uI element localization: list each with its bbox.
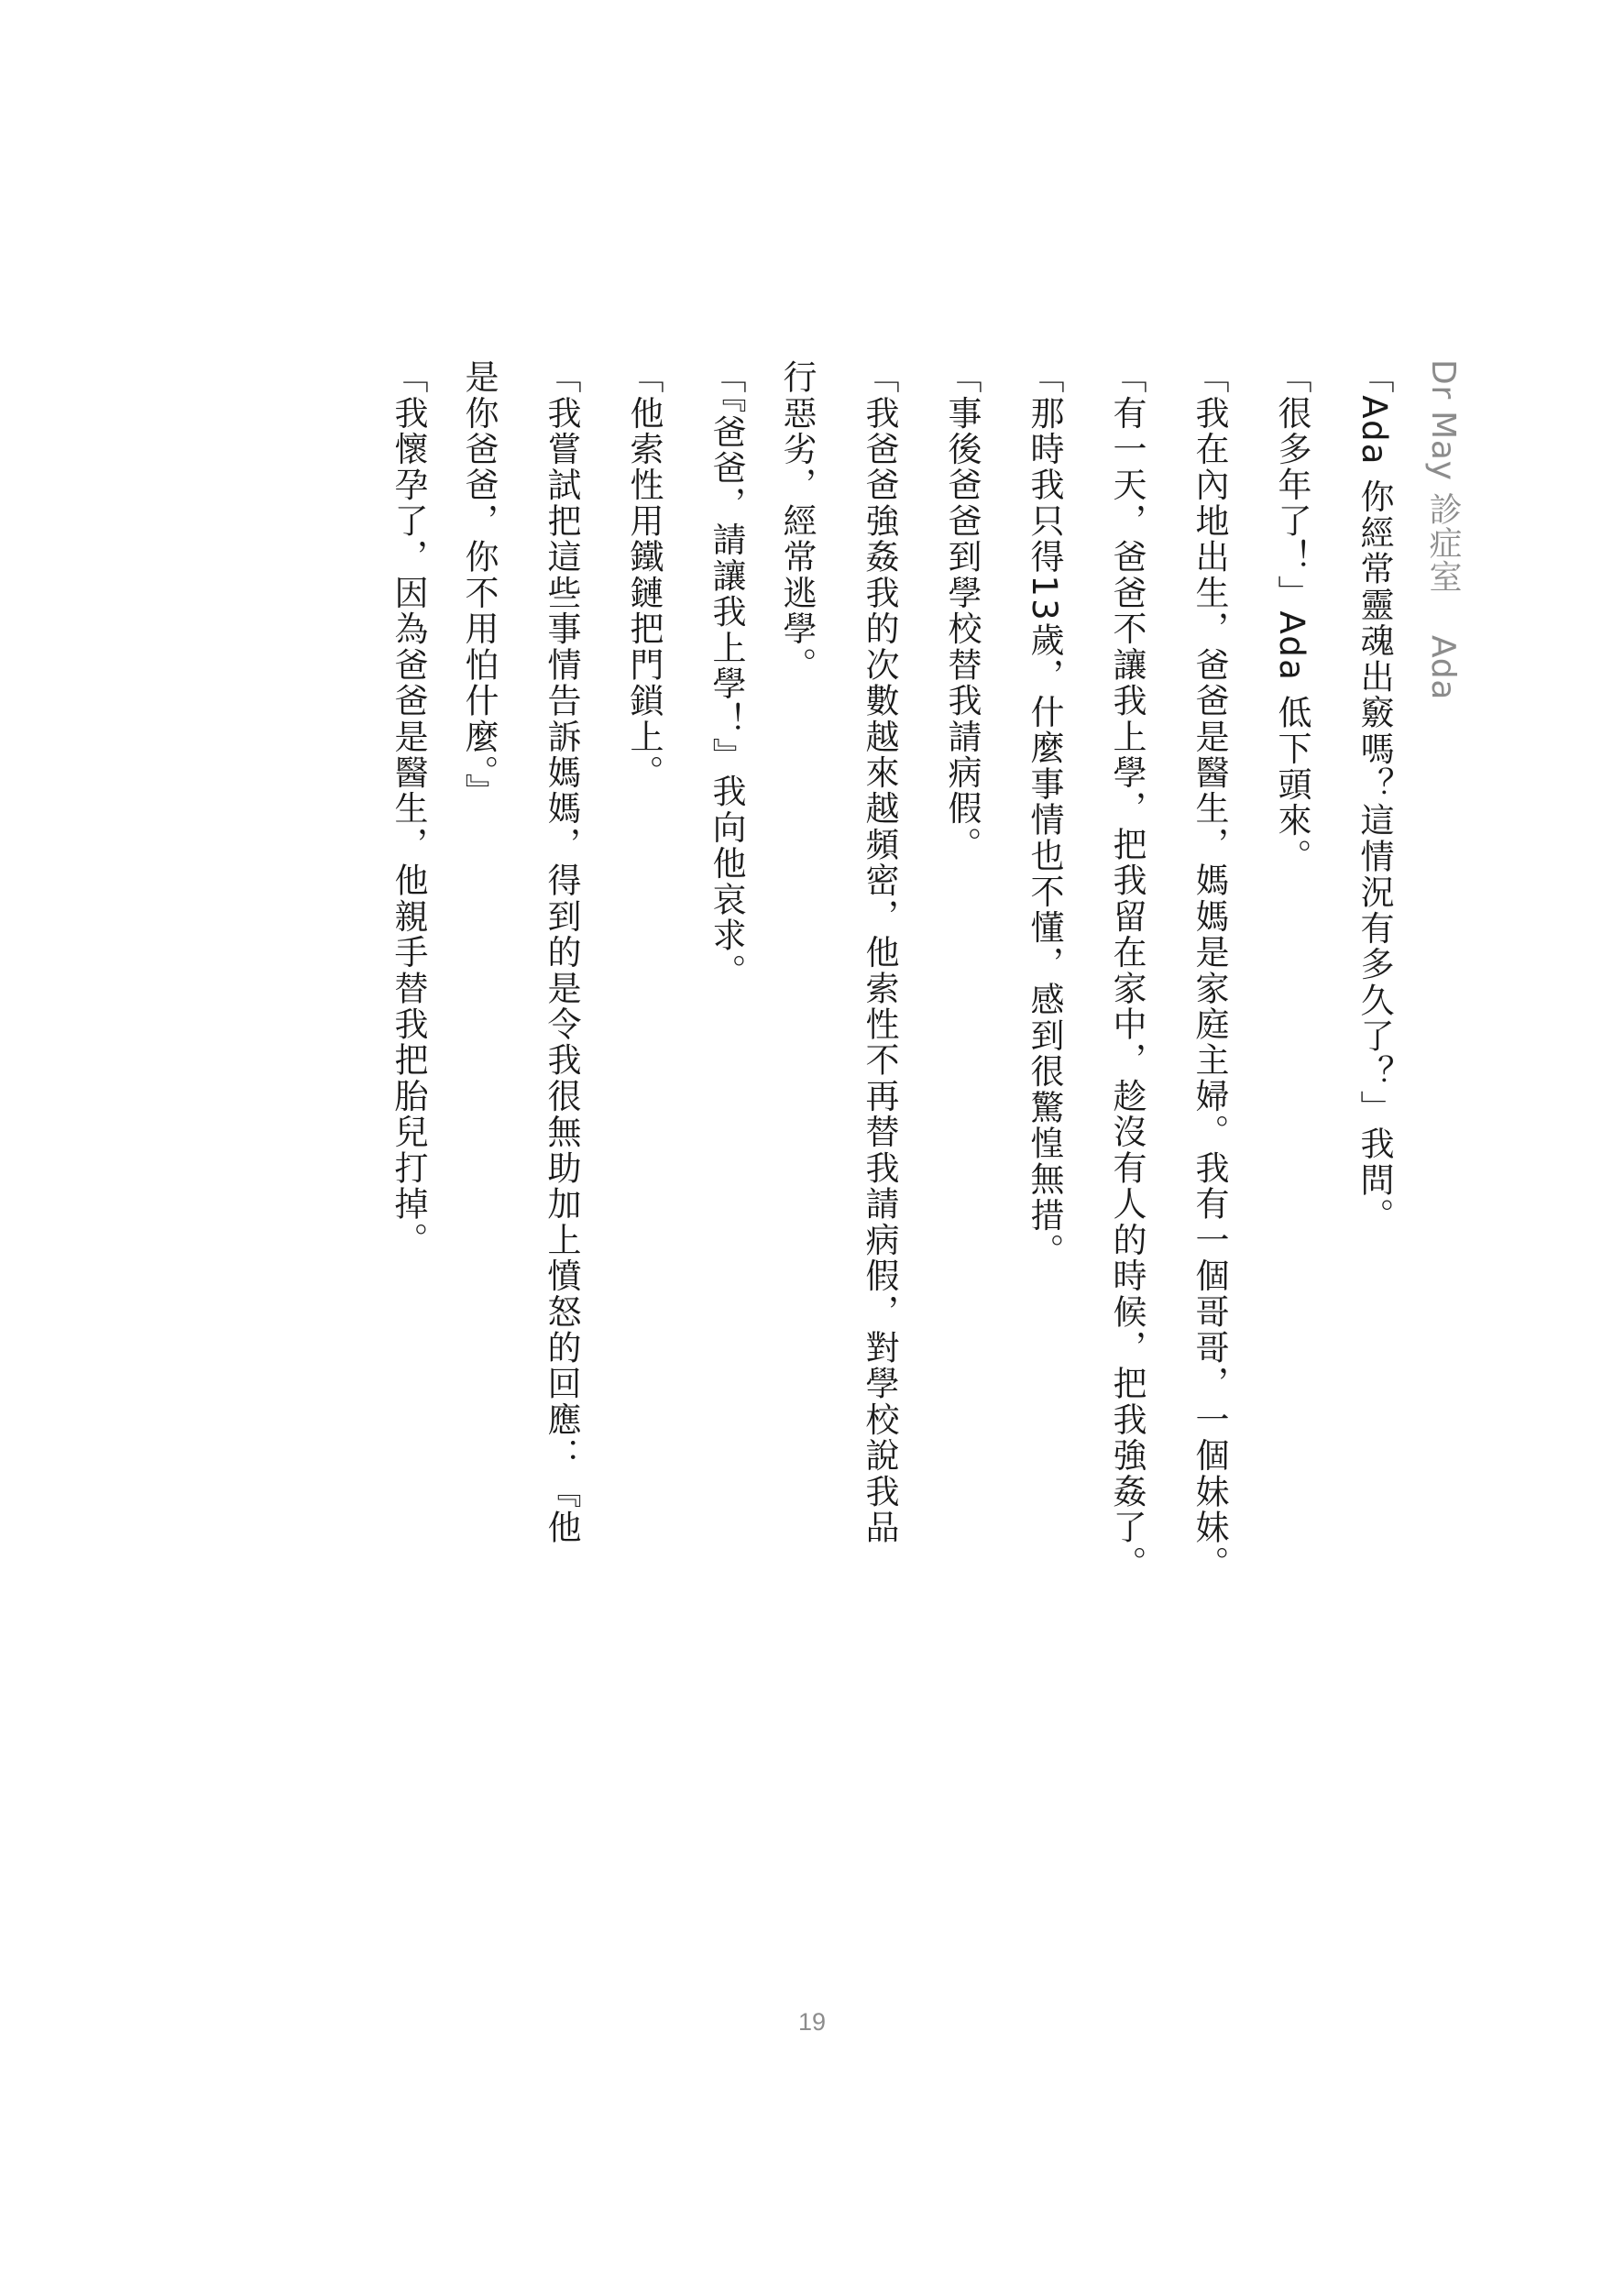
paragraph: 「他索性用鐵鏈把門鎖上。 <box>624 359 664 791</box>
running-header <box>1424 359 1462 1789</box>
paragraph: 「我懷孕了，因為爸爸是醫生，他親手替我把胎兒打掉。 <box>389 359 428 1258</box>
paragraph: 「『爸爸，請讓我上學！』我向他哀求。 <box>707 359 746 990</box>
paragraph: 「Ada 你經常靈魂出竅嗎？這情況有多久了？」我問。 <box>1355 359 1394 1235</box>
paragraph: 「有一天，爸爸不讓我上學，把我留在家中，趁沒有人的時候，把我強姦了。 <box>1107 359 1147 1582</box>
paragraph: 「我爸爸強姦我的次數越來越頻密，他索性不再替我請病假，對學校說我品 <box>860 359 899 1546</box>
page-number: 19 <box>797 2008 827 2036</box>
paragraph: 「我在內地出生，爸爸是醫生，媽媽是家庭主婦。我有一個哥哥，一個妹妹。 <box>1190 359 1229 1582</box>
paragraph: 「很多年了！」Ada 低下頭來。 <box>1272 359 1311 875</box>
vertical-text-block <box>343 359 1462 1789</box>
paragraph: 「那時我只得13歲，什麼事情也不懂，感到很驚惶無措。 <box>1025 359 1064 1269</box>
chapter-title: Ada <box>1424 635 1462 701</box>
paragraph-continuation: 行惡劣，經常逃學。 <box>777 359 817 683</box>
book-title: Dr May 診症室 <box>1424 359 1462 594</box>
paragraph-continuation: 是你爸爸，你不用怕什麼。』 <box>459 359 499 810</box>
paragraph: 「事後爸爸到學校替我請病假。 <box>942 359 982 863</box>
paragraph: 「我嘗試把這些事情告訴媽媽，得到的是令我很無助加上憤怒的回應：『他 <box>542 359 581 1546</box>
